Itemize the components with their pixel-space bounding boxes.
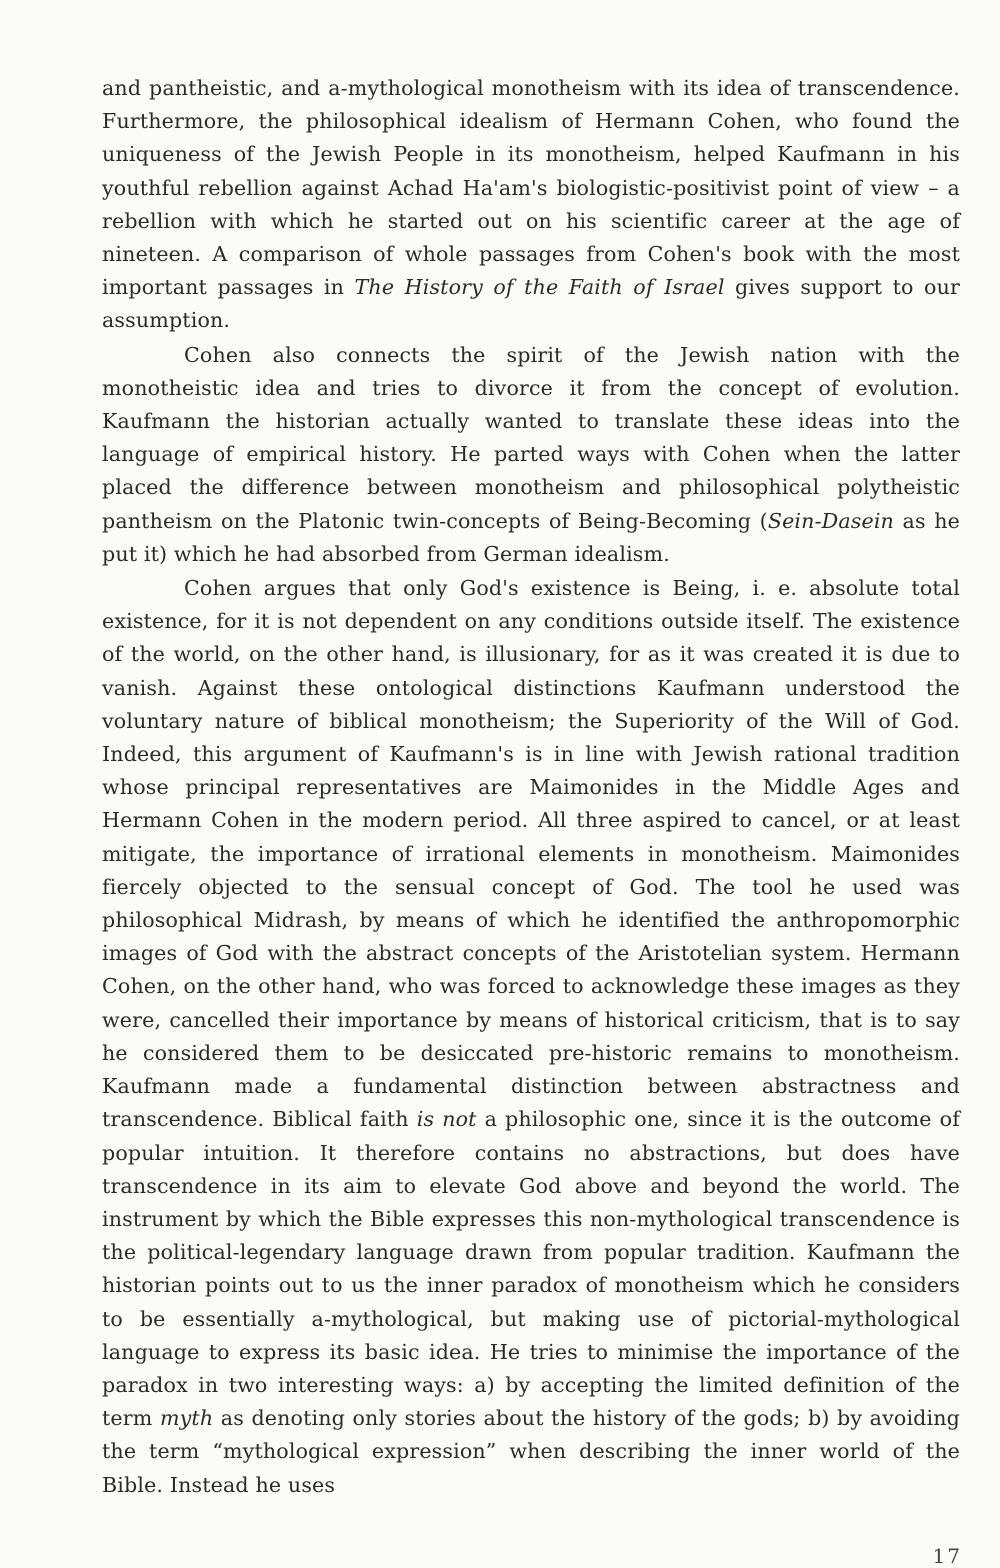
body-text: [102, 72, 960, 1502]
text-run: gives support to our assumption.: [102, 275, 961, 333]
italic-phrase: is not: [416, 1107, 477, 1132]
italic-phrase: Sein-Dasein: [767, 508, 894, 533]
text-run: as denoting only stories about the history of the gods; b) by avoiding the term “mythological expression” when describing the inner world of the Bible. Instead he uses: [102, 1406, 960, 1497]
text-run: as he put it) which he had absorbed from German idealism.: [102, 508, 960, 566]
paragraph-3: [102, 572, 960, 1502]
italic-phrase: The History of the Faith of Israel: [354, 275, 725, 300]
text-run: a philosophic one, since it is the outcome of popular intuition. It therefore contains no abstractions, but does have transcendence in its aim to elevate God above and beyond the world. The instrument by which the Bible expresses this non-mythological transcendence is the political-legendary language drawn from popular tradition. Kaufmann the historian points out to us the inner paradox of monotheism which he considers to be essentially a-mythological, but making use of pictorial-mythological language to express its basic idea. He tries to minimise the importance of the paradox in two interesting ways: a) by accepting the limited definition of the term: [102, 1107, 960, 1431]
italic-phrase: myth: [159, 1406, 214, 1431]
paragraph-1: [102, 72, 960, 338]
text-run: Cohen argues that only God's existence is Being, i. e. absolute total existence, for it is not dependent on any conditions outside itself. The existence of the world, on the other hand, is illusionary, for as it was created it is due to vanish. Against these ontological distinctions Kaufmann understood the voluntary nature of biblical monotheism; the Superiority of the Will of God. Indeed, this argument of Kaufmann's is in line with Jewish rational tradition whose principal representatives are Maimonides in the Middle Ages and Hermann Cohen in the modern period. All three aspired to cancel, or at least mitigate, the importance of irrational elements in monotheism. Maimonides fiercely objected to the sensual concept of God. The tool he used was philosophical Midrash, by means of which he identified the anthropomorphic images of God with the abstract concepts of the Aristotelian system. Hermann Cohen, on the other hand, who was forced to acknowledge these images as they were, cancelled their importance by means of historical criticism, that is to say he considered them to be desiccated pre-historic remains to monotheism. Kaufmann made a fundamental distinction between abstractness and transcendence. Biblical faith: [102, 576, 960, 1132]
page-number: 17: [932, 1544, 962, 1568]
text-run: and pantheistic, and a-mythological monotheism with its idea of transcendence. Furthermore, the philosophical idealism of Hermann Cohen, who found the uniqueness of the Jewish People in its monotheism, helped Kaufmann in his youthful rebellion against Achad Ha'am's biologistic-positivist point of view – a rebellion with which he started out on his scientific career at the age of nineteen. A comparison of whole passages from Cohen's book with the most important passages in: [102, 76, 960, 300]
paragraph-2: [102, 339, 960, 571]
text-run: Cohen also connects the spirit of the Jewish nation with the monotheistic idea and tries to divorce it from the concept of evolution. Kaufmann the historian actually wanted to translate these ideas into the language of empirical history. He parted ways with Cohen when the latter placed the difference between monotheism and philosophical polytheistic pantheism on the Platonic twin-concepts of Being-Becoming (: [102, 342, 960, 533]
